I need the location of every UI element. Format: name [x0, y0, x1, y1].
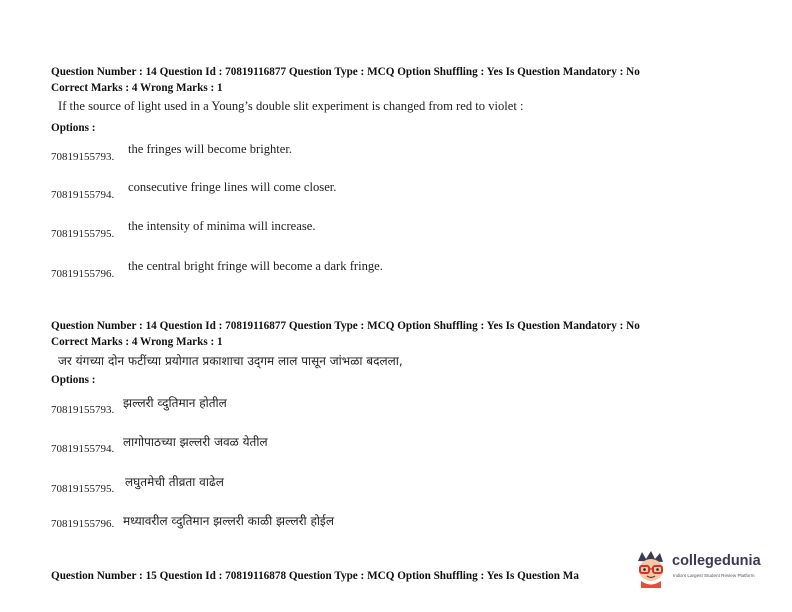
option-text: मध्यावरील व्दुतिमान झल्लरी काळी झल्लरी होईल	[123, 514, 334, 528]
collegedunia-logo	[632, 548, 762, 588]
option-text: the intensity of minima will increase.	[128, 219, 316, 233]
logo-tagline: India's Largest Student Review Platform	[673, 573, 755, 578]
option-id: 70819155794.	[51, 443, 115, 455]
option-text: the fringes will become brighter.	[128, 142, 293, 156]
question-text: If the source of light used in a Young’s double slit experiment is changed from red to violet :	[58, 99, 524, 113]
options-label: Options :	[51, 374, 96, 386]
option-text: झल्लरी व्दुतिमान होतील	[123, 396, 227, 410]
mascot-icon	[632, 548, 670, 588]
question-header: Question Number : 15 Question Id : 70819116878 Question Type : MCQ Option Shuffling : Yes Is Question Ma	[51, 570, 579, 582]
option-id: 70819155796.	[51, 268, 115, 280]
option-id: 70819155794.	[51, 189, 115, 201]
option-id: 70819155793.	[51, 404, 115, 416]
logo-name: collegedunia	[672, 553, 761, 569]
option-text: the central bright fringe will become a dark fringe.	[128, 259, 383, 273]
marks-header: Correct Marks : 4 Wrong Marks : 1	[51, 336, 223, 348]
option-id: 70819155795.	[51, 228, 115, 240]
question-header: Question Number : 14 Question Id : 70819116877 Question Type : MCQ Option Shuffling : Yes Is Question Mandatory : No	[51, 320, 640, 332]
option-text: लघुतमेची तीव्रता वाढेल	[125, 475, 224, 489]
question-header: Question Number : 14 Question Id : 70819116877 Question Type : MCQ Option Shuffling : Yes Is Question Mandatory : No	[51, 66, 640, 78]
marks-header: Correct Marks : 4 Wrong Marks : 1	[51, 82, 223, 94]
option-text: लागोपाठच्या झल्लरी जवळ येतील	[123, 435, 268, 449]
question-text: जर यंगच्या दोन फटींच्या प्रयोगात प्रकाशाचा उद्‌गम लाल पासून जांभळा बदलला,	[58, 354, 403, 368]
options-label: Options :	[51, 122, 96, 134]
option-id: 70819155793.	[51, 151, 115, 163]
option-id: 70819155796.	[51, 518, 115, 530]
option-text: consecutive fringe lines will come closer.	[128, 180, 337, 194]
option-id: 70819155795.	[51, 483, 115, 495]
